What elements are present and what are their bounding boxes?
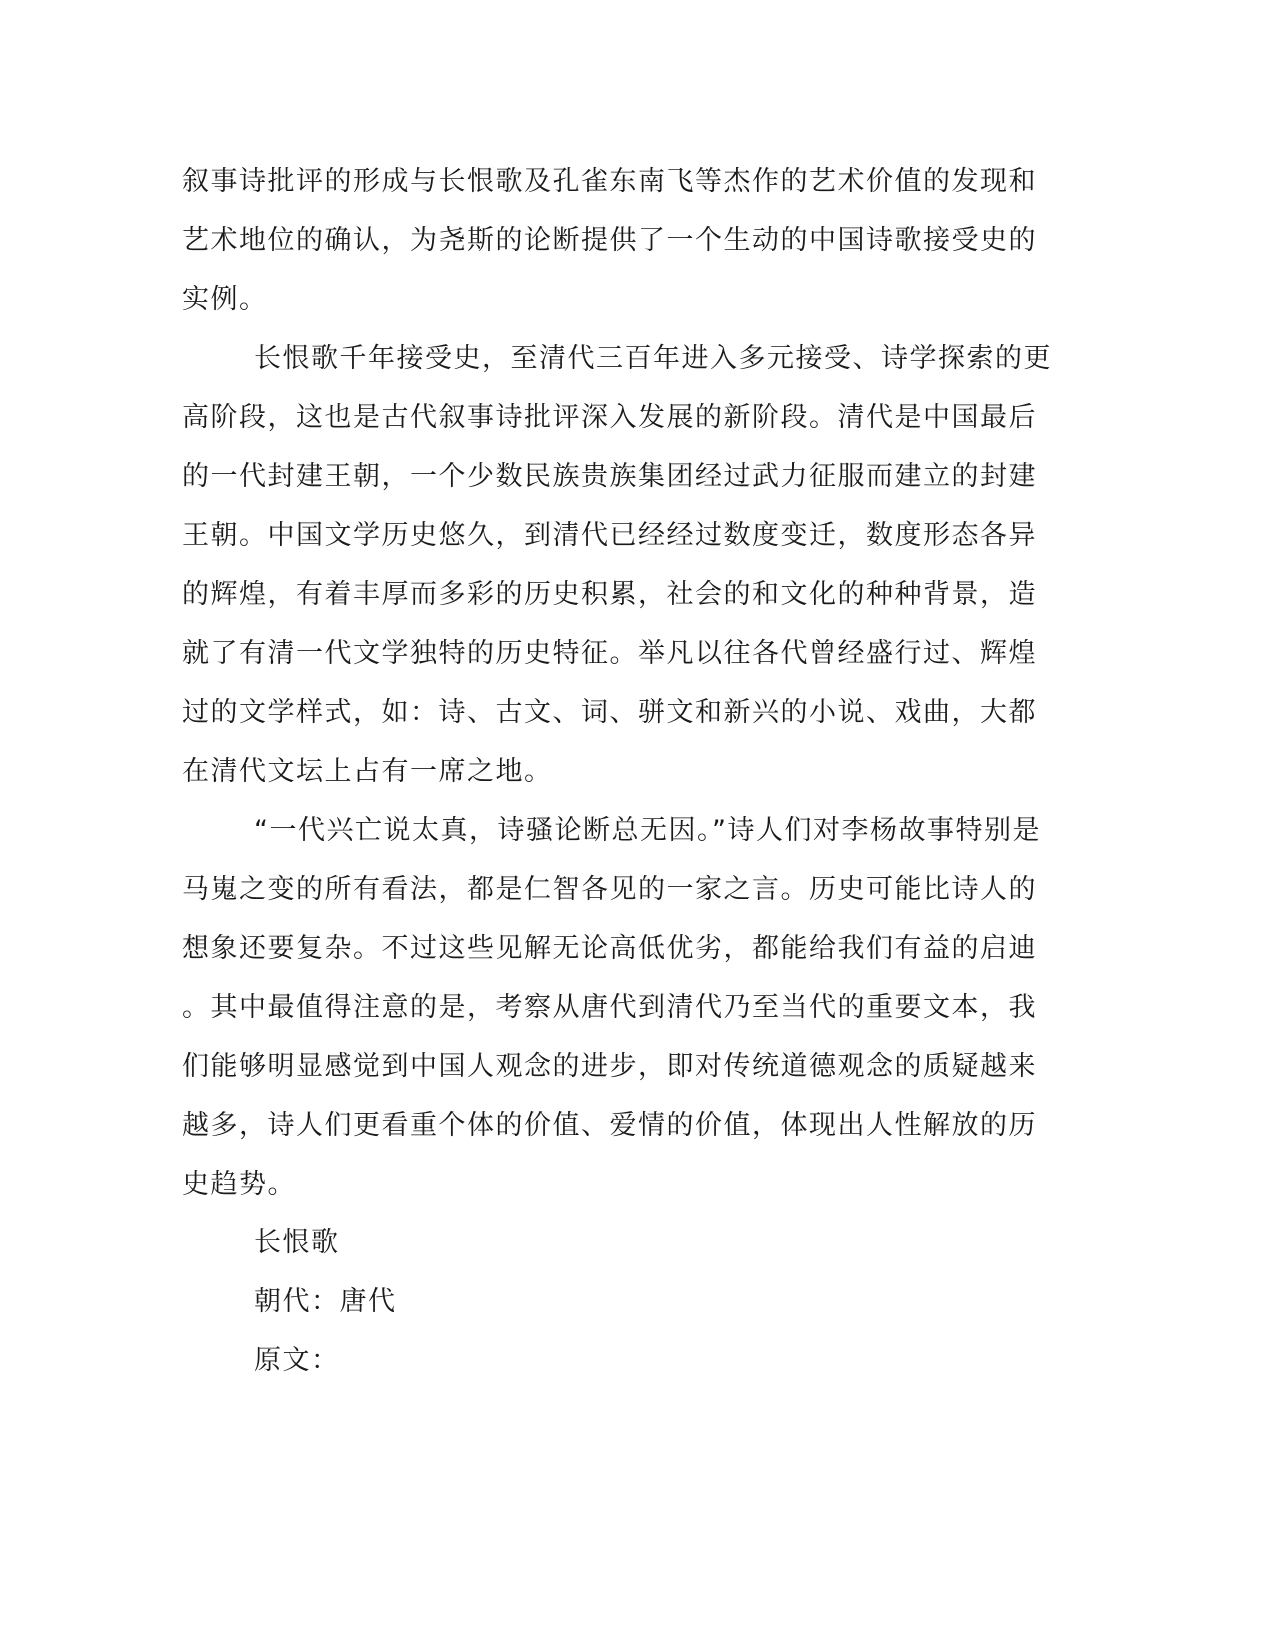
- paragraph-3-line-6: 越多，诗人们更看重个体的价值、爱情的价值，体现出人性解放的历: [182, 1110, 1037, 1141]
- paragraph-2-line-1: 长恨歌千年接受史，至清代三百年进入多元接受、诗学探索的更: [254, 343, 1052, 374]
- paragraph-3-line-5: 们能够明显感觉到中国人观念的进步，即对传统道德观念的质疑越来: [182, 1051, 1037, 1082]
- paragraph-3-line-7: 史趋势。: [182, 1169, 296, 1200]
- paragraph-2-line-6: 就了有清一代文学独特的历史特征。举凡以往各代曾经盛行过、辉煌: [182, 638, 1037, 669]
- paragraph-1-line-3: 实例。: [182, 284, 268, 315]
- original-text-label: 原文：: [254, 1345, 340, 1376]
- paragraph-2-line-8: 在清代文坛上占有一席之地。: [182, 756, 553, 787]
- paragraph-2-line-3: 的一代封建王朝，一个少数民族贵族集团经过武力征服而建立的封建: [182, 461, 1037, 492]
- paragraph-2-line-4: 王朝。中国文学历史悠久，到清代已经经过数度变迁，数度形态各异: [182, 520, 1037, 551]
- paragraph-3-line-3: 想象还要复杂。不过这些见解无论高低优劣，都能给我们有益的启迪: [182, 933, 1037, 964]
- paragraph-3-line-2: 马嵬之变的所有看法，都是仁智各见的一家之言。历史可能比诗人的: [182, 874, 1037, 905]
- paragraph-1-line-2: 艺术地位的确认，为尧斯的论断提供了一个生动的中国诗歌接受史的: [182, 225, 1037, 256]
- paragraph-1-line-1: 叙事诗批评的形成与长恨歌及孔雀东南飞等杰作的艺术价值的发现和: [182, 166, 1037, 197]
- paragraph-2-line-5: 的辉煌，有着丰厚而多彩的历史积累，社会的和文化的种种背景，造: [182, 579, 1037, 610]
- paragraph-2-line-2: 高阶段，这也是古代叙事诗批评深入发展的新阶段。清代是中国最后: [182, 402, 1037, 433]
- dynasty-line: 朝代：唐代: [254, 1286, 397, 1317]
- paragraph-2-line-7: 过的文学样式，如：诗、古文、词、骈文和新兴的小说、戏曲，大都: [182, 697, 1037, 728]
- paragraph-3-line-1: “一代兴亡说太真，诗骚论断总无因。”诗人们对李杨故事特别是: [254, 815, 1041, 846]
- paragraph-3-line-4: 。其中最值得注意的是，考察从唐代到清代乃至当代的重要文本，我: [182, 992, 1037, 1023]
- poem-title: 长恨歌: [254, 1227, 340, 1258]
